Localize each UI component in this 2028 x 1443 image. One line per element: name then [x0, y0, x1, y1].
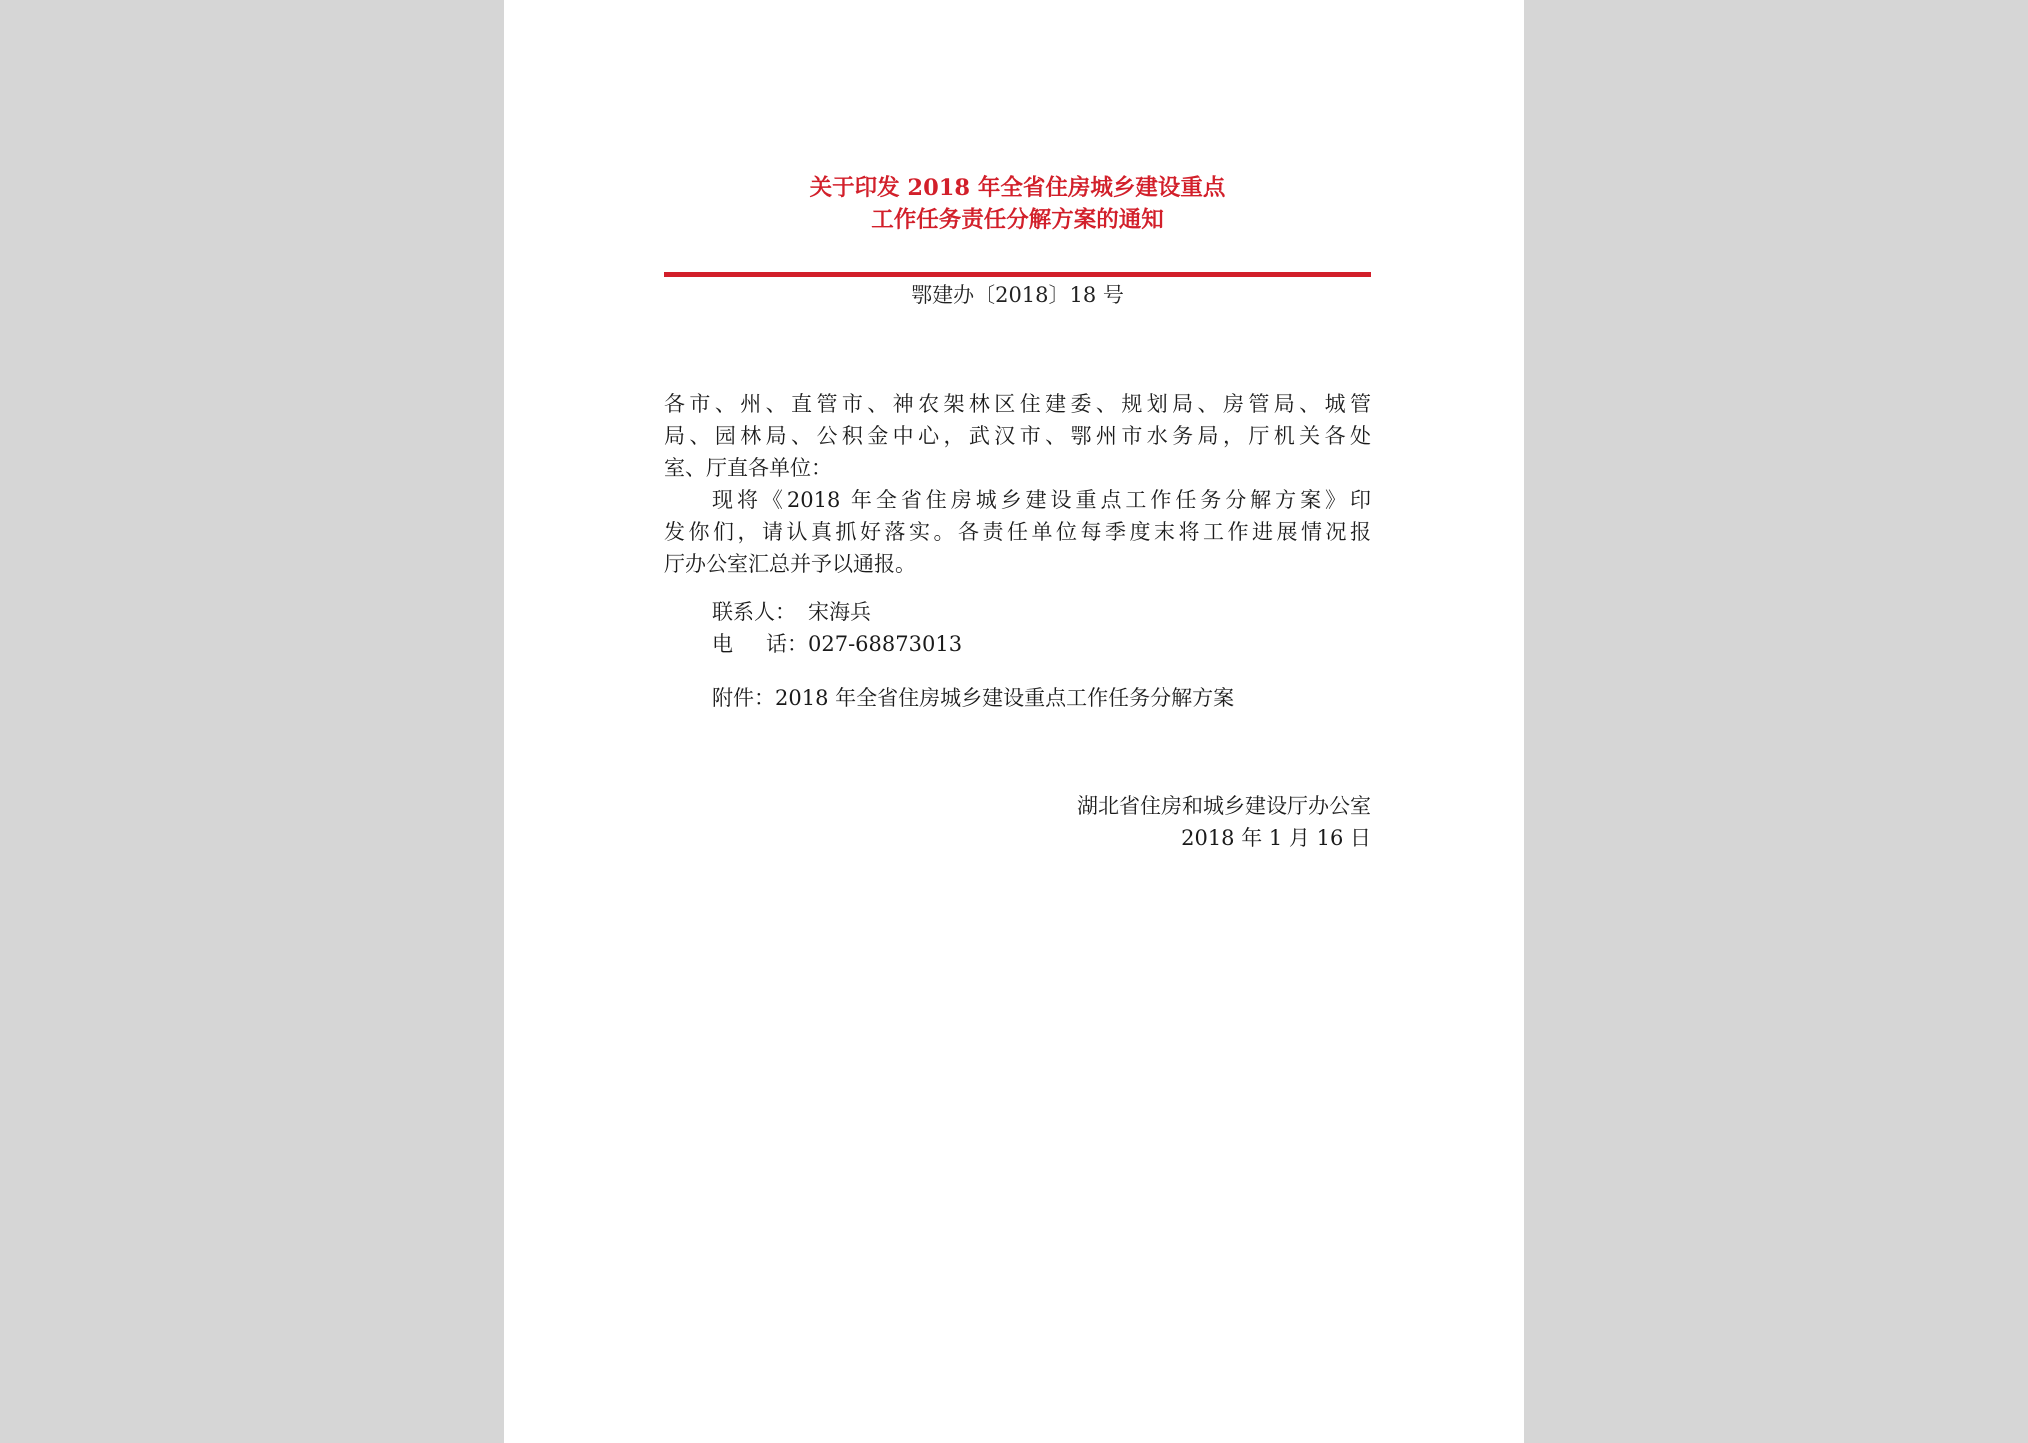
body-line-2: 局、园林局、公积金中心，武汉市、鄂州市水务局，厅机关各处	[664, 424, 1371, 448]
contact-person-row	[712, 596, 962, 628]
body-line-3: 室、厅直各单位：	[664, 456, 832, 480]
signature-date: 2018 年 1 月 16 日	[1181, 826, 1371, 850]
body-line-4: 现将《2018 年全省住房城乡建设重点工作任务分解方案》印	[712, 488, 1371, 512]
contact-person-label: 联系人：	[712, 600, 796, 624]
body-line-1: 各市、州、直管市、神农架林区住建委、规划局、房管局、城管	[664, 392, 1371, 416]
title-line-1: 关于印发 2018 年全省住房城乡建设重点	[809, 175, 1226, 201]
document-body	[664, 388, 1371, 580]
contact-phone-number: 027-68873013	[808, 632, 963, 656]
body-line-5: 发你们，请认真抓好落实。各责任单位每季度末将工作进展情况报	[664, 520, 1371, 544]
contact-block	[712, 596, 962, 660]
contact-phone-label	[712, 628, 808, 660]
document-page	[504, 0, 1524, 1443]
contact-phone-row	[712, 628, 962, 660]
attachment-line: 附件：2018 年全省住房城乡建设重点工作任务分解方案	[712, 686, 1235, 710]
contact-person-name: 宋海兵	[808, 600, 871, 624]
document-title	[664, 172, 1371, 236]
signature-org: 湖北省住房和城乡建设厅办公室	[1077, 794, 1371, 818]
title-line-2: 工作任务责任分解方案的通知	[871, 207, 1164, 233]
body-line-6: 厅办公室汇总并予以通报。	[664, 552, 916, 576]
signature-block	[1077, 790, 1371, 854]
document-number: 鄂建办〔2018〕18 号	[911, 283, 1124, 307]
phone-label-char-2: 话：	[766, 632, 808, 656]
red-header-rule	[664, 272, 1371, 277]
phone-label-char-1: 电	[712, 632, 733, 656]
